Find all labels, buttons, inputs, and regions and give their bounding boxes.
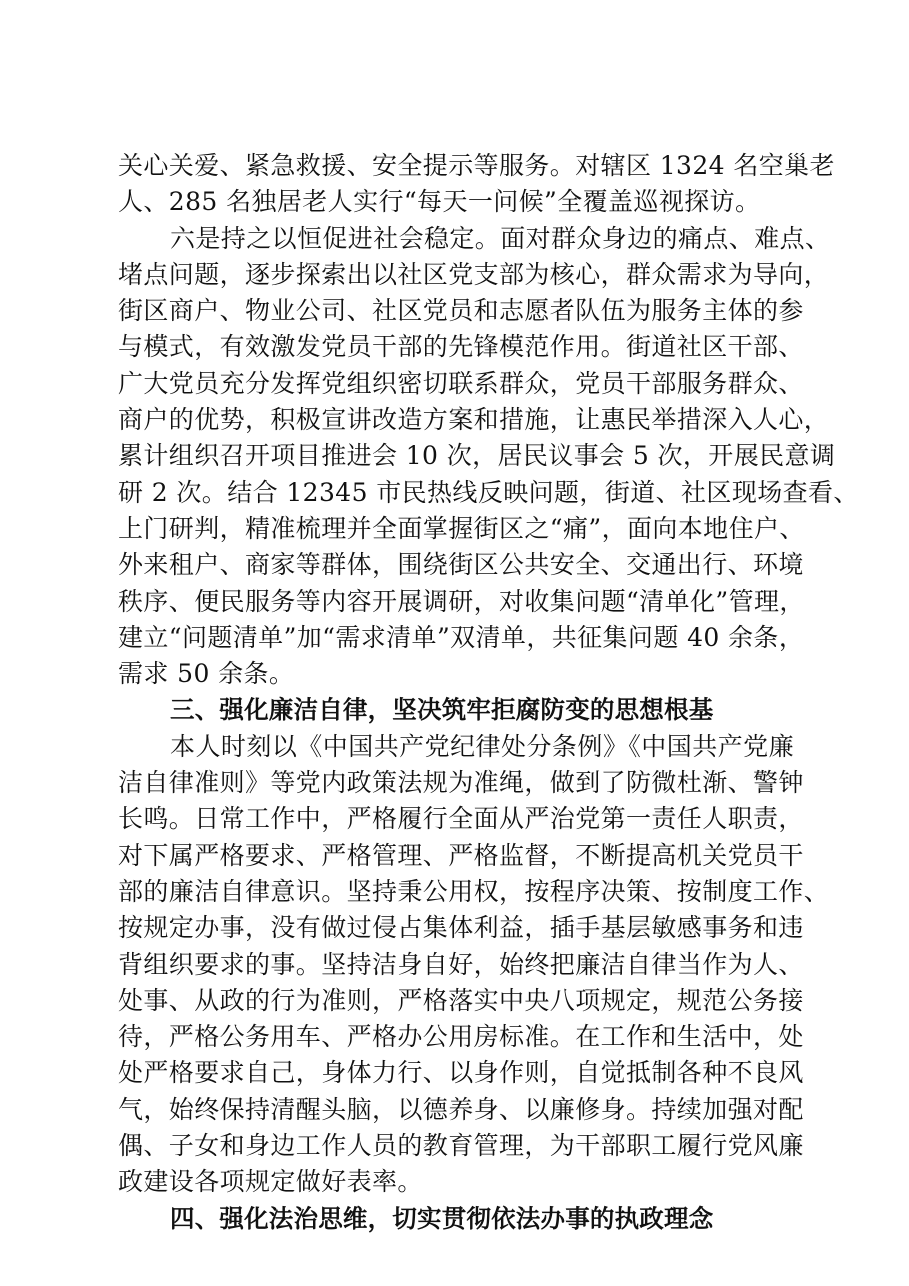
text-line: 关心关爱、紧急救援、安全提示等服务。对辖区 1324 名空巢老: [118, 151, 835, 180]
text-line: 研 2 次。结合 12345 市民热线反映问题，街道、社区现场查看、: [118, 477, 859, 507]
document-body: [118, 148, 859, 1237]
text-line: 秩序、便民服务等内容开展调研，对收集问题“清单化”管理，: [118, 586, 805, 616]
text-line: 部的廉洁自律意识。坚持秉公用权，按程序决策、按制度工作、: [118, 876, 830, 906]
text-line: 累计组织召开项目推进会 10 次，居民议事会 5 次，开展民意调: [118, 441, 836, 471]
text-line: 按规定办事，没有做过侵占集体利益，插手基层敏感事务和违: [118, 913, 804, 943]
text-line: 建立“问题清单”加“需求清单”双清单，共征集问题 40 余条，: [118, 622, 805, 652]
text-line: 背组织要求的事。坚持洁身自好，始终把廉洁自律当作为人、: [118, 949, 804, 979]
text-line: 六是持之以恒促进社会稳定。面对群众身边的痛点、难点、: [170, 223, 831, 253]
paragraph-integrity: [118, 729, 830, 1201]
text-line: 偶、子女和身边工作人员的教育管理，为干部职工履行党风廉: [118, 1131, 804, 1161]
paragraph-social-stability: [118, 221, 859, 693]
paragraph-continuation: [118, 148, 835, 221]
text-line: 外来租户、商家等群体，围绕街区公共安全、交通出行、环境: [118, 550, 804, 580]
text-line: 上门研判，精准梳理并全面掌握街区之“痛”，面向本地住户、: [118, 513, 805, 543]
text-line: 对下属严格要求、严格管理、严格监督，不断提高机关党员干: [118, 840, 804, 870]
text-line: 政建设各项规定做好表率。: [118, 1167, 423, 1197]
section-heading-rule-of-law: 四、强化法治思维，切实贯彻依法办事的执政理念: [170, 1203, 714, 1233]
section-heading-integrity: 三、强化廉洁自律，坚决筑牢拒腐防变的思想根基: [170, 695, 714, 725]
text-line: 街区商户、物业公司、社区党员和志愿者队伍为服务主体的参: [118, 296, 804, 326]
text-line: 堵点问题，逐步探索出以社区党支部为核心，群众需求为导向，: [118, 259, 830, 289]
text-line: 长鸣。日常工作中，严格履行全面从严治党第一责任人职责，: [118, 804, 804, 834]
text-line: 洁自律准则》等党内政策法规为准绳，做到了防微杜渐、警钟: [118, 768, 804, 798]
text-line: 广大党员充分发挥党组织密切联系群众，党员干部服务群众、: [118, 368, 804, 398]
text-line: 处事、从政的行为准则，严格落实中央八项规定，规范公务接: [118, 985, 804, 1015]
text-line: 气，始终保持清醒头脑，以德养身、以廉修身。持续加强对配: [118, 1094, 804, 1124]
text-line: 待，严格公务用车、严格办公用房标准。在工作和生活中，处: [118, 1022, 804, 1052]
text-line: 商户的优势，积极宣讲改造方案和措施，让惠民举措深入人心，: [118, 405, 830, 435]
text-line: 处严格要求自己，身体力行、以身作则，自觉抵制各种不良风: [118, 1058, 804, 1088]
text-line: 本人时刻以《中国共产党纪律处分条例》《中国共产党廉: [170, 731, 794, 761]
text-line: 需求 50 余条。: [118, 659, 295, 689]
text-line: 人、285 名独居老人实行“每天一问候”全覆盖巡视探访。: [118, 187, 761, 217]
text-line: 与模式，有效激发党员干部的先锋模范作用。街道社区干部、: [118, 332, 804, 362]
